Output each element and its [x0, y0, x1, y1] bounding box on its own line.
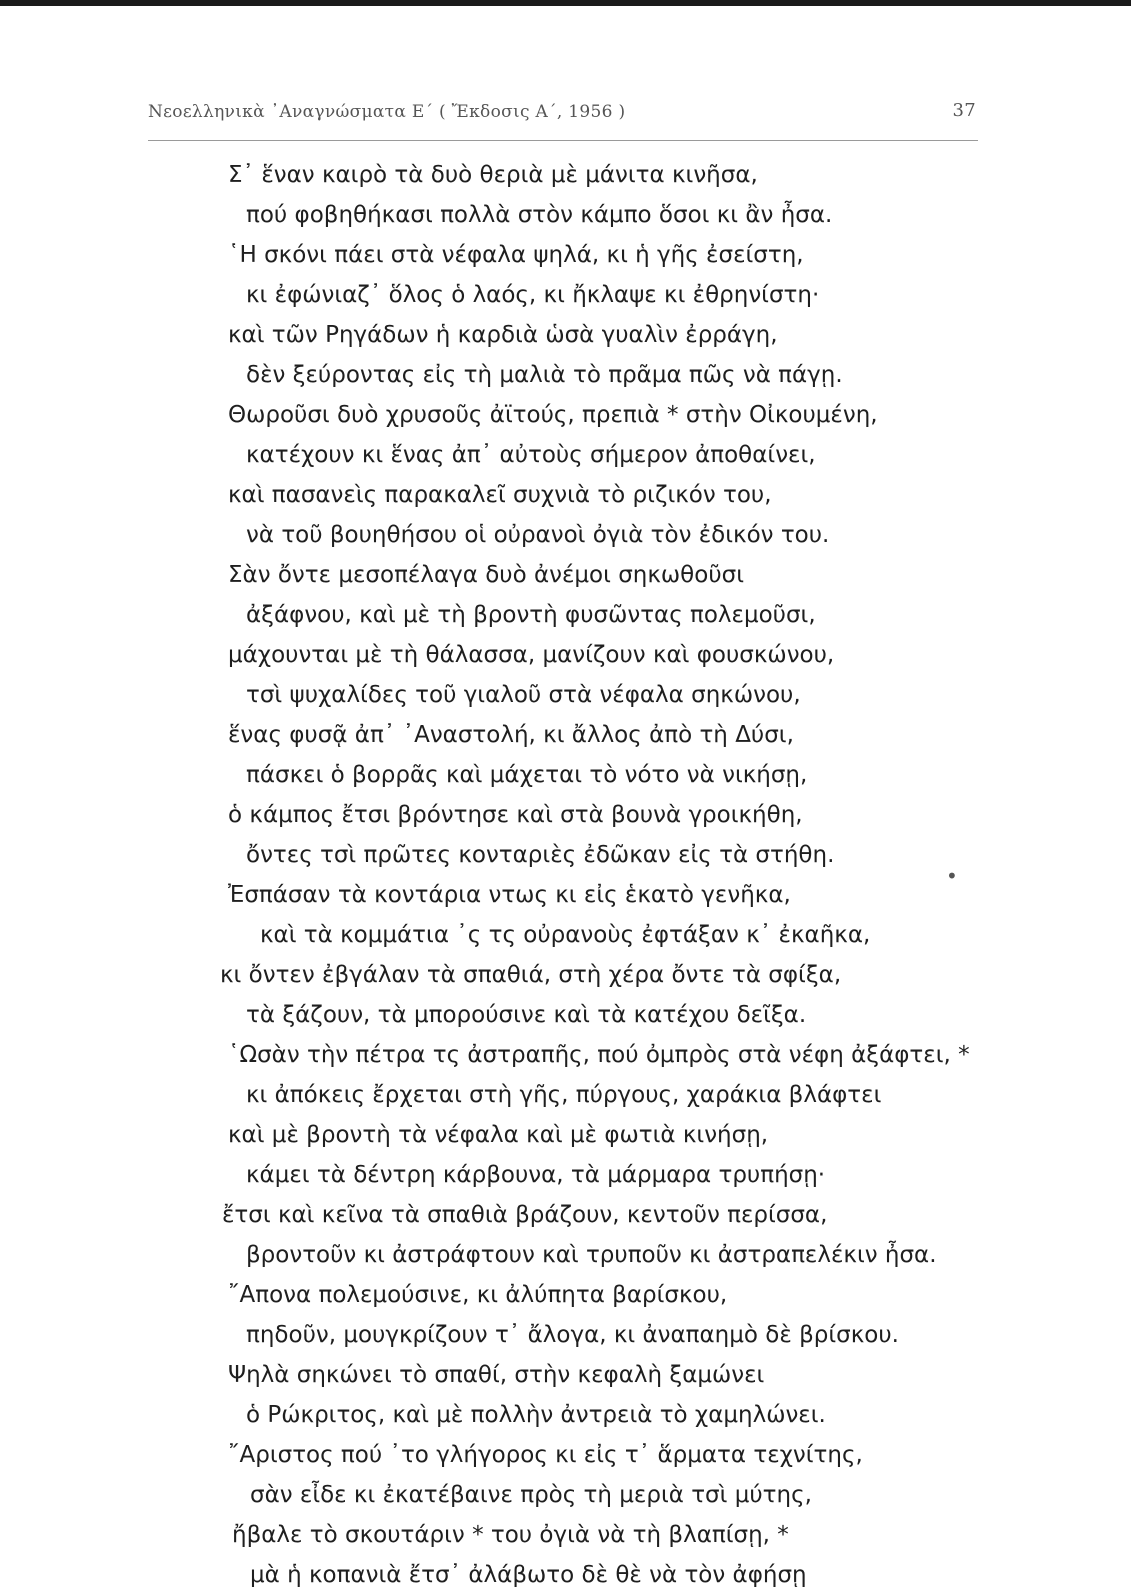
- verse-line: Θωροῦσι δυὸ χρυσοῦς ἀϊτούς, πρεπιὰ * στὴν Οἰκουμένη,: [228, 402, 878, 428]
- verse-line: ἕνας φυσᾷ ἀπ᾿ ᾿Αναστολή, κι ἄλλος ἀπὸ τὴ Δύσι,: [228, 722, 794, 748]
- book-title: Νεοελληνικὰ ᾿Αναγνώσματα Ε΄ ( Ἔκδοσις Α΄, 1956 ): [148, 102, 626, 122]
- verse-line: κάμει τὰ δέντρη κάρβουνα, τὰ μάρμαρα τρυπήσῃ·: [246, 1162, 826, 1188]
- verse-line: κι ἀπόκεις ἔρχεται στὴ γῆς, πύργους, χαράκια βλάφτει: [246, 1082, 882, 1108]
- verse-line: ῾Η σκόνι πάει στὰ νέφαλα ψηλά, κι ἡ γῆς ἐσείστη,: [228, 242, 804, 268]
- verse-line: κι ὄντεν ἐβγάλαν τὰ σπαθιά, στὴ χέρα ὄντε τὰ σφίξα,: [220, 962, 842, 988]
- verse-line: δὲν ξεύροντας εἰς τὴ μαλιὰ τὸ πρᾶμα πῶς νὰ πάγῃ.: [246, 362, 843, 388]
- verse-line: ῎Αριστος πού ᾿το γλήγορος κι εἰς τ᾿ ἅρματα τεχνίτης,: [228, 1442, 863, 1468]
- verse-line: ὄντες τσὶ πρῶτες κονταριὲς ἐδῶκαν εἰς τὰ στήθη.: [246, 842, 835, 868]
- margin-dot: •: [946, 864, 958, 888]
- verse-line: ἀξάφνου, καὶ μὲ τὴ βροντὴ φυσῶντας πολεμοῦσι,: [246, 602, 816, 628]
- verse-line: καὶ τὰ κομμάτια ᾿ς τς οὐρανοὺς ἐφτάξαν κ᾿ ἐκαῆκα,: [260, 922, 871, 948]
- verse-line: Ἐσπάσαν τὰ κοντάρια ντως κι εἰς ἑκατὸ γενῆκα,: [228, 882, 791, 908]
- verse-line: τὰ ξάζουν, τὰ μπορούσινε καὶ τὰ κατέχου δεῖξα.: [246, 1002, 807, 1028]
- verse-line: ὁ Ρώκριτος, καὶ μὲ πολλὴν ἀντρειὰ τὸ χαμηλώνει.: [246, 1402, 826, 1428]
- verse-line: Σ᾿ ἕναν καιρὸ τὰ δυὸ θεριὰ μὲ μάνιτα κινῆσα,: [228, 162, 758, 188]
- verse-line: πηδοῦν, μουγκρίζουν τ᾿ ἄλογα, κι ἀναπαημὸ δὲ βρίσκου.: [246, 1322, 899, 1348]
- verse-line: τσὶ ψυχαλίδες τοῦ γιαλοῦ στὰ νέφαλα σηκώνου,: [246, 682, 801, 708]
- verse-line: ὁ κάμπος ἔτσι βρόντησε καὶ στὰ βουνὰ γροικήθη,: [228, 802, 803, 828]
- verse-line: κατέχουν κι ἕνας ἀπ᾿ αὐτοὺς σήμερον ἀποθαίνει,: [246, 442, 816, 468]
- verse-line: Σὰν ὄντε μεσοπέλαγα δυὸ ἀνέμοι σηκωθοῦσι: [228, 562, 744, 588]
- verse-line: πού φοβηθήκασι πολλὰ στὸν κάμπο ὅσοι κι ἂν ἦσα.: [246, 202, 833, 228]
- verse-line: μὰ ἡ κοπανιὰ ἔτσ᾿ ἀλάβωτο δὲ θὲ νὰ τὸν ἀφήσῃ: [250, 1562, 807, 1588]
- verse-line: βροντοῦν κι ἀστράφτουν καὶ τρυποῦν κι ἀστραπελέκιν ἦσα.: [246, 1242, 937, 1268]
- verse-line: κι ἐφώνιαζ᾿ ὅλος ὁ λαός, κι ἤκλαψε κι ἐθρηνίστη·: [246, 282, 820, 308]
- verse-line: καὶ τῶν Ρηγάδων ἡ καρδιὰ ὡσὰ γυαλὶν ἐρράγη,: [228, 322, 778, 348]
- verse-line: Ψηλὰ σηκώνει τὸ σπαθί, στὴν κεφαλὴ ξαμώνει: [228, 1362, 765, 1388]
- verse-line: σὰν εἶδε κι ἐκατέβαινε πρὸς τὴ μεριὰ τσὶ μύτης,: [250, 1482, 812, 1508]
- verse-line: πάσκει ὁ βορρᾶς καὶ μάχεται τὸ νότο νὰ νικήσῃ,: [246, 762, 808, 788]
- verse-line: μάχουνται μὲ τὴ θάλασσα, μανίζουν καὶ φουσκώνου,: [228, 642, 835, 668]
- verse-line: ἤβαλε τὸ σκουτάριν * του ὀγιὰ νὰ τὴ βλαπίσῃ, *: [232, 1522, 789, 1548]
- verse-line: ῎Απονα πολεμούσινε, κι ἀλύπητα βαρίσκου,: [228, 1282, 728, 1308]
- header-rule: [148, 140, 978, 141]
- verse-line: καὶ μὲ βροντὴ τὰ νέφαλα καὶ μὲ φωτιὰ κινήσῃ,: [228, 1122, 769, 1148]
- page-number: 37: [952, 100, 976, 121]
- verse-line: νὰ τοῦ βουηθήσου οἱ οὐρανοὶ ὀγιὰ τὸν ἐδικόν του.: [246, 522, 830, 548]
- verse-line: καὶ πασανεὶς παρακαλεῖ συχνιὰ τὸ ριζικόν του,: [228, 482, 772, 508]
- verse-line: ἔτσι καὶ κεῖνα τὰ σπαθιὰ βράζουν, κεντοῦν περίσσα,: [222, 1202, 828, 1228]
- verse-line: ῾Ωσὰν τὴν πέτρα τς ἀστραπῆς, πού ὀμπρὸς στὰ νέφη ἀξάφτει, *: [228, 1042, 970, 1068]
- scan-edge: [0, 0, 1131, 6]
- running-header: [148, 98, 978, 132]
